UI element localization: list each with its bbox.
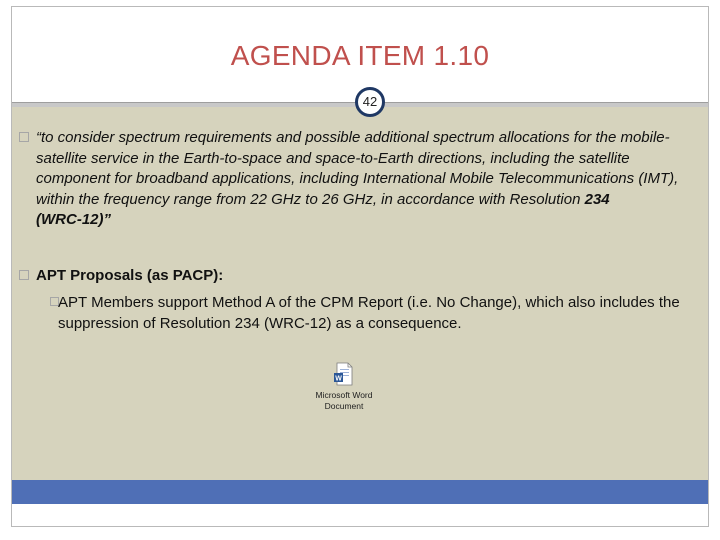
agenda-item-body: “to consider spectrum requirements and possible additional spectrum allocations for the mobile-satellite service in the Earth-to-space and space-to-Earth directions, including the satellite component for broadband applications, including International Mobile Telecommunications (IMT), within the frequency range from 22 GHz to 26 GHz, in accordance with Resolution	[36, 129, 679, 208]
embedded-document-caption[interactable]	[296, 390, 392, 412]
svg-text:W: W	[335, 375, 342, 383]
caption-line-2: Document	[324, 401, 364, 411]
bullet-icon	[19, 270, 29, 280]
word-document-icon[interactable]	[334, 362, 354, 386]
caption-line-1: Microsoft Word	[315, 390, 373, 400]
bullet-icon	[19, 132, 29, 142]
page-number-badge: 42	[355, 87, 385, 117]
slide-title: AGENDA ITEM 1.10	[230, 40, 490, 71]
title-area	[12, 7, 708, 102]
apt-proposals-detail: APT Members support Method A of the CPM Report (i.e. No Change), which also includes the suppression of Resolution 234 (WRC-12) as a consequence.	[58, 294, 680, 332]
agenda-item-text	[36, 128, 686, 231]
footer-bar	[12, 480, 708, 504]
resolution-reference: 234 (WRC‑12)”	[36, 190, 610, 228]
apt-proposals-heading: APT Proposals (as PACP):	[36, 267, 224, 284]
